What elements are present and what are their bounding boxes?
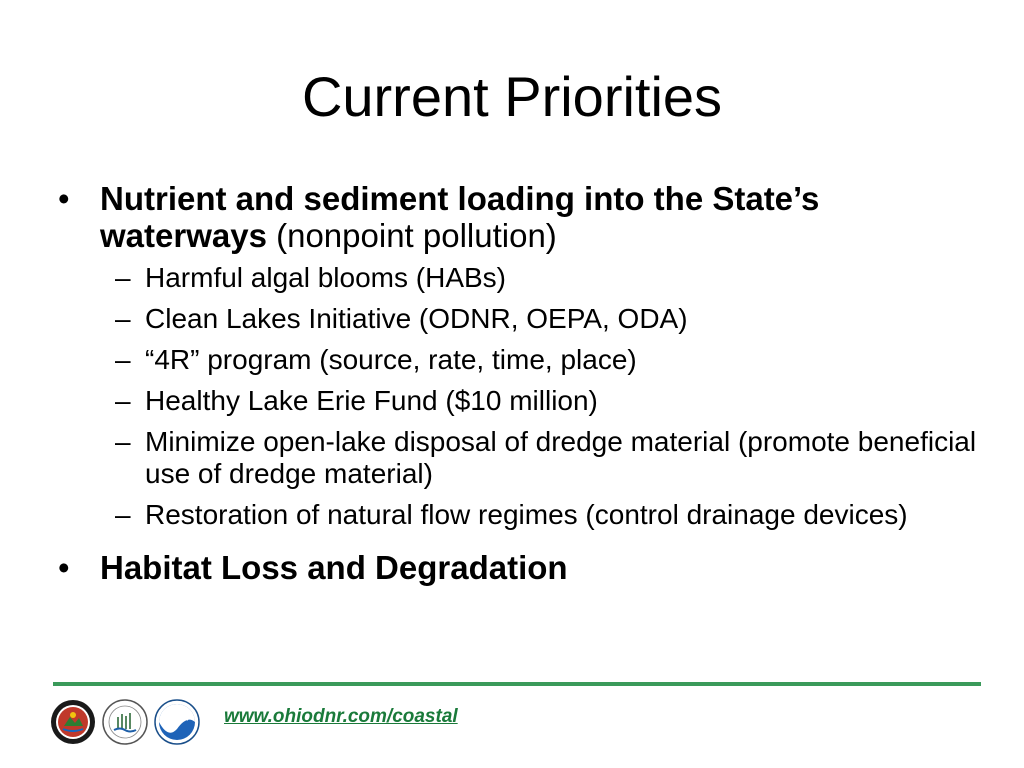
dash-marker: –	[115, 385, 131, 416]
slide-title: Current Priorities	[301, 65, 723, 128]
dash-marker: –	[115, 344, 131, 375]
ohio-coastal-management-icon	[102, 699, 148, 745]
sub-bullet-text: Healthy Lake Erie Fund ($10 million)	[145, 385, 598, 416]
slide-content	[55, 180, 995, 586]
dash-marker: –	[115, 499, 131, 530]
bullet-marker: •	[58, 549, 70, 586]
footer-divider	[53, 682, 981, 686]
bullet-bold-text: Nutrient and sediment loading into the State’s waterways	[100, 180, 820, 254]
footer-logos	[50, 698, 200, 746]
ohio-dnr-seal-icon	[50, 699, 96, 745]
sub-bullet-item	[55, 303, 995, 335]
sub-bullet-item	[55, 262, 995, 294]
dash-marker: –	[115, 426, 131, 457]
bullet-normal-text: (nonpoint pollution)	[266, 217, 557, 254]
sub-bullet-item	[55, 344, 995, 376]
sub-bullet-text: “4R” program (source, rate, time, place)	[145, 344, 637, 375]
sub-bullet-item	[55, 499, 995, 531]
sub-bullet-item	[55, 426, 995, 490]
dash-marker: –	[115, 262, 131, 293]
noaa-icon	[154, 699, 200, 745]
bullet-marker: •	[58, 180, 70, 217]
footer-website-link[interactable]: www.ohiodnr.com/coastal	[224, 706, 458, 727]
sub-bullet-text: Minimize open-lake disposal of dredge material (promote beneficial use of dredge material)	[145, 426, 977, 489]
bullet-item-habitat-loss	[55, 549, 995, 586]
sub-bullet-text: Harmful algal blooms (HABs)	[145, 262, 506, 293]
sub-bullet-text: Clean Lakes Initiative (ODNR, OEPA, ODA)	[145, 303, 688, 334]
bullet-item-nutrient-loading	[55, 180, 995, 254]
bullet-bold-text: Habitat Loss and Degradation	[100, 549, 568, 586]
sub-bullet-text: Restoration of natural flow regimes (control drainage devices)	[145, 499, 908, 530]
sub-bullet-list	[55, 262, 995, 531]
dash-marker: –	[115, 303, 131, 334]
sub-bullet-item	[55, 385, 995, 417]
